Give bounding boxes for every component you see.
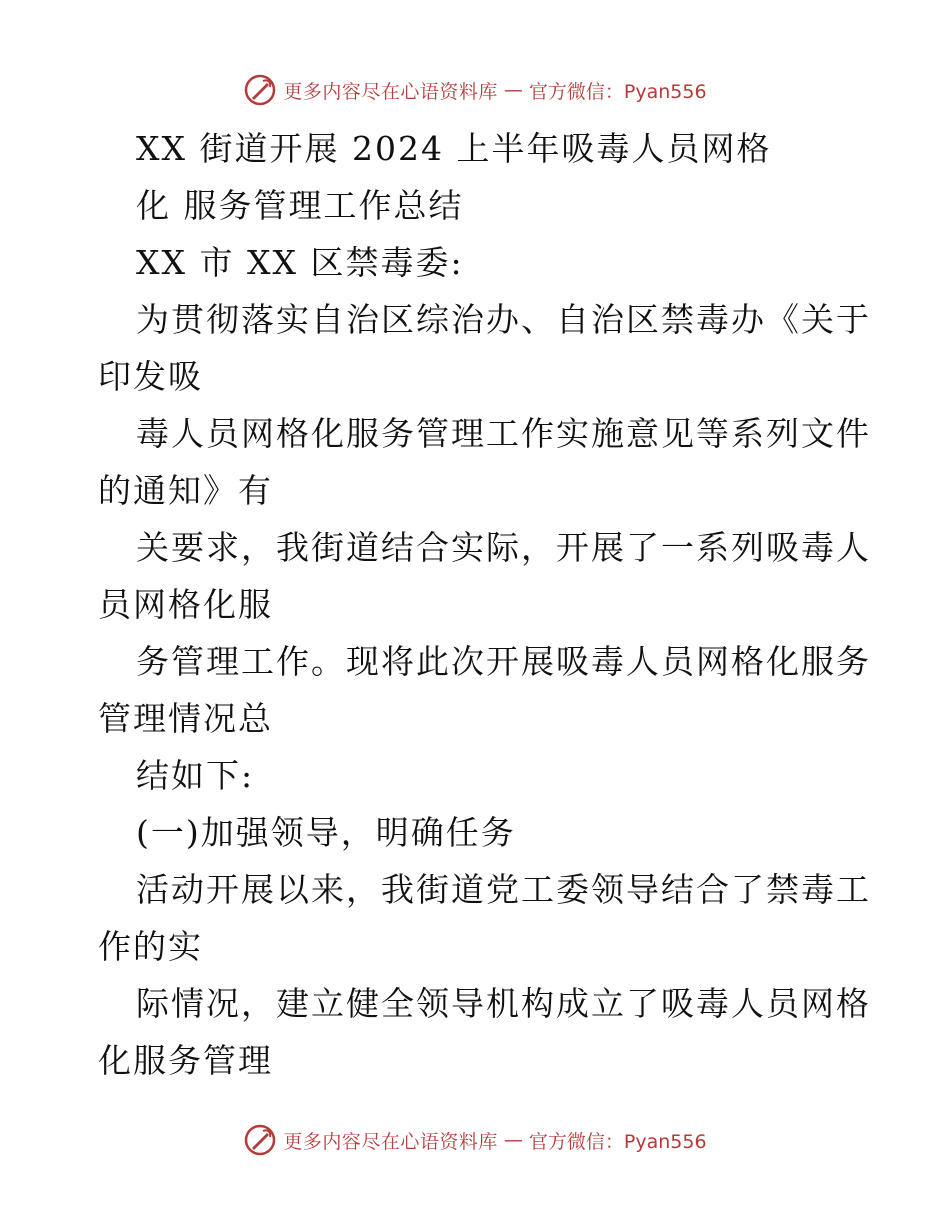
header-watermark: [0, 70, 950, 110]
paragraph-line: 作的实: [98, 927, 203, 966]
document-title-line-1: XX 街道开展 2024 上半年吸毒人员网格: [136, 129, 772, 168]
footer-watermark: [0, 1120, 950, 1160]
paragraph-line: 印发吸: [98, 357, 203, 396]
watermark-separator: —: [503, 79, 523, 101]
paragraph-line: 际情况，建立健全领导机构成立了吸毒人员网格: [136, 984, 871, 1023]
watermark-site-text: 更多内容尽在心语资料库: [283, 80, 498, 103]
document-body: [98, 120, 871, 1089]
watermark-site-text: 更多内容尽在心语资料库: [283, 1130, 498, 1153]
paragraph-line: 结如下:: [136, 756, 255, 795]
paragraph-line: 化服务管理: [98, 1041, 273, 1080]
paragraph-line: 的通知》有: [98, 471, 273, 510]
paragraph-line: 员网格化服: [98, 585, 273, 624]
paragraph-line: 务管理工作。现将此次开展吸毒人员网格化服务: [136, 642, 871, 681]
paragraph-line: 为贯彻落实自治区综治办、自治区禁毒办《关于: [136, 300, 871, 339]
paragraph-line: (一)加强领导，明确任务: [136, 813, 516, 852]
document-title-line-2: 化 服务管理工作总结: [136, 186, 464, 225]
document-paragraphs: [98, 291, 871, 1089]
watermark-separator: —: [503, 1129, 523, 1151]
quill-pen-logo-icon: [243, 73, 277, 107]
quill-pen-logo-icon: [243, 1123, 277, 1157]
paragraph-line: 关要求，我街道结合实际，开展了一系列吸毒人: [136, 528, 871, 567]
watermark-wechat-text: 官方微信：Pyan556: [528, 1130, 707, 1153]
watermark-wechat-text: 官方微信：Pyan556: [528, 80, 707, 103]
document-recipient: XX 市 XX 区禁毒委:: [136, 243, 464, 282]
paragraph-line: 管理情况总: [98, 699, 273, 738]
paragraph-line: 毒人员网格化服务管理工作实施意见等系列文件: [136, 414, 871, 453]
paragraph-line: 活动开展以来，我街道党工委领导结合了禁毒工: [136, 870, 871, 909]
